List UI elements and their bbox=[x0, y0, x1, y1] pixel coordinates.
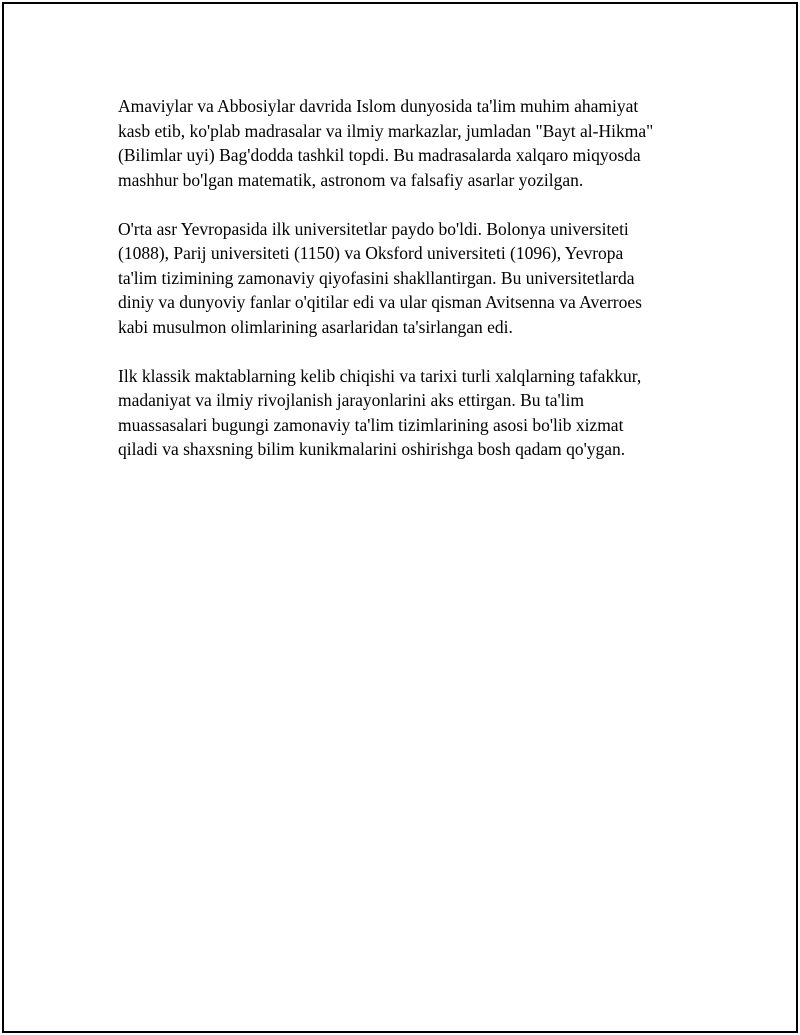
paragraph-line: qiladi va shaxsning bilim kunikmalarini oshirishga bosh qadam qo'ygan. bbox=[118, 439, 626, 459]
document-body bbox=[118, 94, 678, 462]
paragraph-1 bbox=[118, 94, 678, 192]
paragraph-line: muassasalari bugungi zamonaviy ta'lim tizimlarining asosi bo'lib xizmat bbox=[118, 414, 624, 435]
paragraph-line: kabi musulmon olimlarining asarlaridan ta'sirlangan edi. bbox=[118, 316, 513, 337]
paragraph-2 bbox=[118, 217, 678, 340]
document-page bbox=[2, 2, 798, 1033]
paragraph-line: Ilk klassik maktablarning kelib chiqishi va tarixi turli xalqlarning tafakkur, bbox=[118, 365, 642, 386]
paragraph-line: (1088), Parij universiteti (1150) va Oksford universiteti (1096), Yevropa bbox=[118, 243, 624, 263]
paragraph-line: mashhur bo'lgan matematik, astronom va falsafiy asarlar yozilgan. bbox=[118, 169, 584, 190]
paragraph-line: (Bilimlar uyi) Bag'dodda tashkil topdi. Bu madrasalarda xalqaro miqyosda bbox=[118, 145, 641, 165]
paragraph-line: ta'lim tizimining zamonaviy qiyofasini shakllantirgan. Bu universitetlarda bbox=[118, 267, 635, 288]
paragraph-3 bbox=[118, 364, 678, 462]
paragraph-line: kasb etib, ko'plab madrasalar va ilmiy markazlar, jumladan "Bayt al-Hikma" bbox=[118, 120, 654, 141]
paragraph-line: Amaviylar va Abbosiylar davrida Islom dunyosida ta'lim muhim ahamiyat bbox=[118, 96, 639, 116]
paragraph-line: O'rta asr Yevropasida ilk universitetlar paydo bo'ldi. Bolonya universiteti bbox=[118, 218, 629, 239]
paragraph-line: diniy va dunyoviy fanlar o'qitilar edi va ular qisman Avitsenna va Averroes bbox=[118, 292, 642, 312]
paragraph-line: madaniyat va ilmiy rivojlanish jarayonlarini aks ettirgan. Bu ta'lim bbox=[118, 390, 584, 410]
